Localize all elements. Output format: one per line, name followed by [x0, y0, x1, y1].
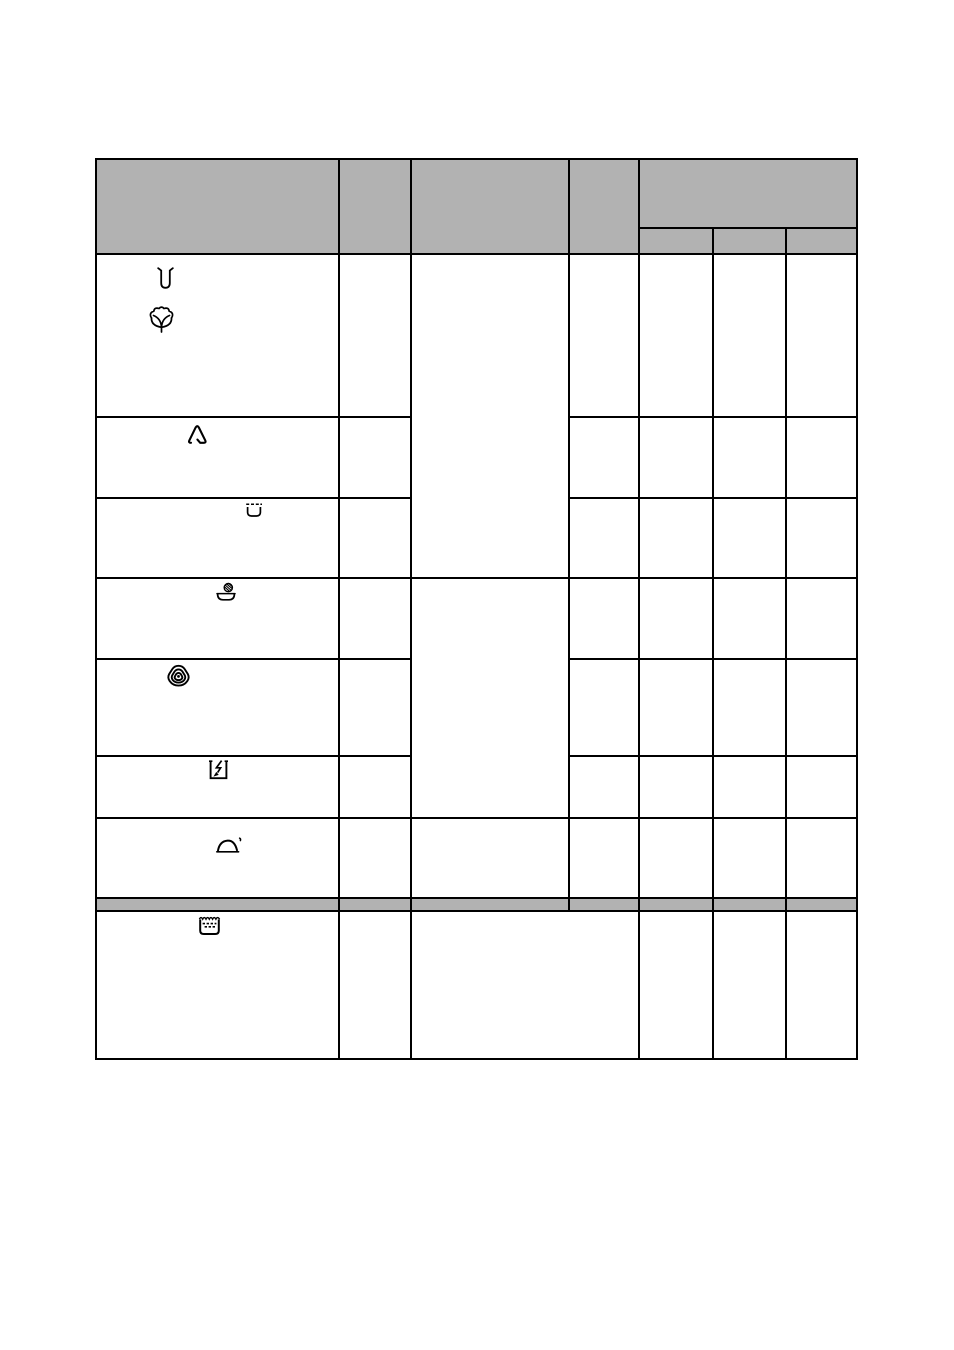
table-cell — [714, 579, 787, 660]
table-cell-description-merged-1 — [412, 255, 570, 579]
header-cell-2 — [340, 160, 412, 255]
table-cell-description-merged-2 — [412, 579, 570, 819]
wool-skein-icon — [166, 664, 191, 688]
table-cell — [640, 418, 714, 499]
flash-square-icon — [208, 759, 229, 781]
header-subcell-1 — [640, 229, 714, 253]
header-cell-programme — [97, 160, 340, 255]
wash-tub-icon — [157, 267, 174, 290]
delicates-tub-icon — [245, 503, 263, 518]
header-subcell-3 — [787, 229, 856, 253]
table-cell — [570, 579, 640, 660]
table-cell — [640, 579, 714, 660]
separator-cell — [412, 899, 570, 912]
table-cell — [787, 255, 858, 418]
separator-cell — [340, 899, 412, 912]
table-cell-r6-programme — [97, 757, 340, 819]
table-cell — [340, 255, 412, 418]
table-cell — [714, 912, 787, 1060]
table-cell — [570, 660, 640, 757]
table-cell-r3-programme — [97, 499, 340, 579]
table-cell — [340, 499, 412, 579]
cotton-boll-icon — [147, 305, 176, 333]
program-table — [95, 158, 858, 1060]
separator-cell — [787, 899, 858, 912]
separator-cell — [570, 899, 640, 912]
handwash-basin-icon — [216, 582, 236, 603]
table-cell — [570, 757, 640, 819]
table-cell-r4-programme — [97, 579, 340, 660]
table-cell — [640, 660, 714, 757]
header-group-cell — [640, 160, 858, 255]
table-cell — [340, 579, 412, 660]
table-cell — [640, 912, 714, 1060]
table-cell — [570, 255, 640, 418]
table-cell — [570, 418, 640, 499]
table-cell — [340, 757, 412, 819]
separator-cell — [640, 899, 714, 912]
table-cell — [412, 819, 570, 899]
table-cell — [714, 418, 787, 499]
table-cell — [787, 912, 858, 1060]
header-cell-4 — [570, 160, 640, 255]
table-cell — [787, 757, 858, 819]
table-cell — [340, 660, 412, 757]
table-cell — [640, 255, 714, 418]
table-cell-bottom-merged — [412, 912, 640, 1060]
table-cell — [787, 418, 858, 499]
header-cell-3 — [412, 160, 570, 255]
separator-cell — [714, 899, 787, 912]
table-cell — [787, 660, 858, 757]
table-cell-r8-programme — [97, 912, 340, 1060]
table-cell-r7-programme — [97, 819, 340, 899]
table-cell — [714, 499, 787, 579]
table-cell — [570, 499, 640, 579]
table-cell — [340, 418, 412, 499]
table-cell — [714, 757, 787, 819]
table-cell — [340, 819, 412, 899]
table-cell — [570, 819, 640, 899]
soak-tub-icon — [198, 913, 221, 936]
table-cell — [714, 255, 787, 418]
table-cell — [714, 660, 787, 757]
table-cell — [787, 579, 858, 660]
table-cell-r1-programme — [97, 255, 340, 418]
table-cell — [640, 499, 714, 579]
table-cell — [787, 499, 858, 579]
table-cell — [640, 819, 714, 899]
header-group-top-cell — [640, 160, 856, 229]
header-subcell-2 — [714, 229, 787, 253]
rounded-triangle-icon — [186, 423, 209, 446]
table-cell — [714, 819, 787, 899]
table-cell — [640, 757, 714, 819]
table-cell-r2-programme — [97, 418, 340, 499]
separator-cell — [97, 899, 340, 912]
table-cell — [340, 912, 412, 1060]
table-cell-r5-programme — [97, 660, 340, 757]
iron-icon — [215, 836, 242, 856]
table-cell — [787, 819, 858, 899]
